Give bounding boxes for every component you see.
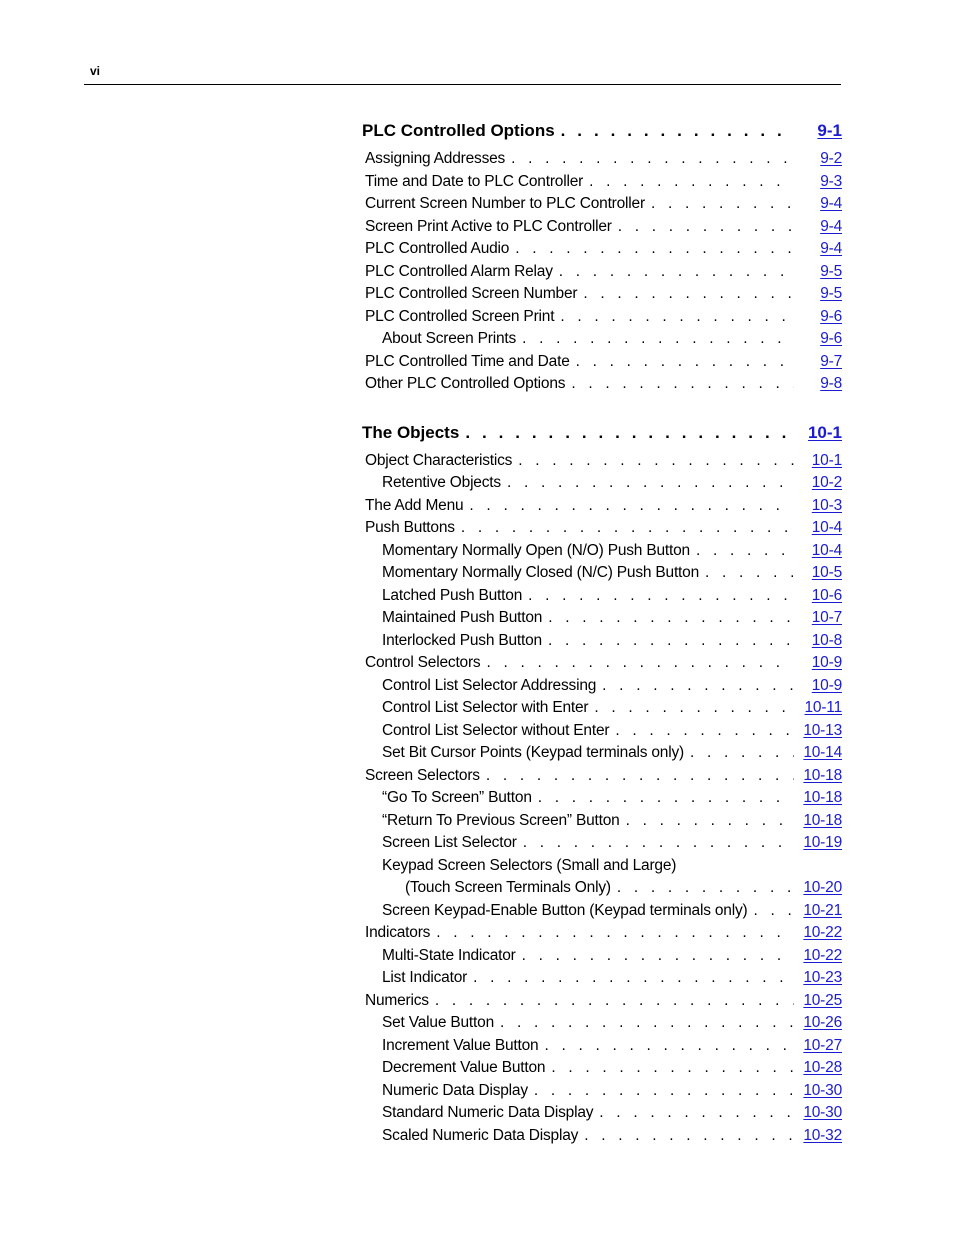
toc-entry: [362, 742, 842, 765]
toc-entry: [362, 585, 842, 608]
dot-leader: [583, 283, 794, 306]
dot-leader: [602, 675, 794, 698]
dot-leader: [696, 540, 794, 563]
toc-entry: [362, 283, 842, 306]
entry-page-link[interactable]: 9-6: [820, 330, 842, 347]
dot-leader: [518, 450, 794, 473]
toc-entry: [362, 675, 842, 698]
entry-page-link[interactable]: 10-26: [803, 1014, 842, 1031]
toc-entry: [362, 945, 842, 968]
entry-title: Push Buttons: [362, 517, 461, 540]
toc-entry: [362, 900, 842, 923]
entry-title: Momentary Normally Closed (N/C) Push Button: [362, 562, 705, 585]
dot-leader: [528, 585, 794, 608]
entry-page-link[interactable]: 10-22: [803, 924, 842, 941]
entry-title: Set Bit Cursor Points (Keypad terminals only): [362, 742, 690, 765]
dot-leader: [594, 697, 794, 720]
dot-leader: [560, 306, 794, 329]
entry-page-link[interactable]: 10-30: [803, 1104, 842, 1121]
entry-title: Momentary Normally Open (N/O) Push Button: [362, 540, 696, 563]
entry-title: Decrement Value Button: [362, 1057, 551, 1080]
entry-page-link[interactable]: 10-18: [803, 789, 842, 806]
dot-leader: [615, 720, 794, 743]
page-number: vi: [90, 64, 101, 78]
entry-page-link[interactable]: 9-4: [820, 195, 842, 212]
entry-page-link[interactable]: 10-27: [803, 1036, 842, 1054]
entry-title: “Go To Screen” Button: [362, 787, 538, 810]
dot-leader: [626, 810, 794, 833]
dot-leader: [534, 1080, 794, 1103]
entry-page-link[interactable]: 10-5: [811, 564, 842, 581]
header-rule: [84, 84, 841, 85]
toc-entry: [362, 787, 842, 810]
toc-entry: [362, 373, 842, 396]
entry-title: The Add Menu: [362, 495, 469, 518]
dot-leader: [465, 420, 794, 446]
entry-title: PLC Controlled Time and Date: [362, 351, 576, 374]
entry-title: Screen Print Active to PLC Controller: [362, 216, 618, 239]
dot-leader: [576, 351, 794, 374]
entry-title: (Touch Screen Terminals Only): [362, 877, 617, 900]
dot-leader: [522, 945, 794, 968]
dot-leader: [548, 630, 794, 653]
dot-leader: [651, 193, 794, 216]
entry-page-link[interactable]: 10-4: [811, 541, 842, 559]
dot-leader: [522, 328, 794, 351]
toc-entry: [362, 630, 842, 653]
toc-entry: [362, 261, 842, 284]
entry-page-link[interactable]: 10-18: [803, 766, 842, 784]
entry-page-link[interactable]: 10-14: [803, 744, 842, 761]
toc-entry: [362, 351, 842, 374]
dot-leader: [561, 118, 794, 144]
toc-section-heading: [362, 420, 842, 446]
section-page-link[interactable]: 9-1: [817, 121, 842, 140]
dot-leader: [544, 1035, 794, 1058]
entry-page-link[interactable]: 9-4: [820, 240, 842, 257]
dot-leader: [436, 922, 794, 945]
entry-page-link[interactable]: 10-9: [811, 654, 842, 671]
dot-leader: [551, 1057, 794, 1080]
entry-title: Latched Push Button: [362, 585, 528, 608]
entry-title: Multi-State Indicator: [362, 945, 522, 968]
toc-entry: [362, 306, 842, 329]
toc-entry: [362, 1080, 842, 1103]
toc-section-heading: [362, 118, 842, 144]
entry-page-link[interactable]: 9-7: [820, 352, 842, 370]
entry-title: Standard Numeric Data Display: [362, 1102, 599, 1125]
entry-page-link[interactable]: 10-2: [811, 474, 842, 491]
toc-entry: [362, 328, 842, 351]
entry-page-link[interactable]: 10-9: [811, 676, 842, 694]
entry-title: Retentive Objects: [362, 472, 507, 495]
entry-page-link[interactable]: 9-4: [820, 217, 842, 235]
entry-page-link[interactable]: 9-5: [820, 262, 842, 280]
entry-title: Control List Selector Addressing: [362, 675, 602, 698]
entry-title: Indicators: [362, 922, 436, 945]
toc-entry: [362, 171, 842, 194]
dot-leader: [515, 238, 794, 261]
section-title: PLC Controlled Options: [362, 118, 561, 144]
dot-leader: [753, 900, 794, 923]
entry-title: Numerics: [362, 990, 435, 1013]
toc-entry: [362, 1125, 842, 1148]
dot-leader: [511, 148, 794, 171]
toc-entry: [362, 450, 842, 473]
toc-section: [362, 420, 842, 1148]
dot-leader: [486, 652, 794, 675]
dot-leader: [599, 1102, 794, 1125]
dot-leader: [589, 171, 794, 194]
entry-title: Increment Value Button: [362, 1035, 544, 1058]
entry-title: Scaled Numeric Data Display: [362, 1125, 584, 1148]
entry-title: Keypad Screen Selectors (Small and Large): [362, 855, 682, 878]
entry-title: Control List Selector without Enter: [362, 720, 615, 743]
entry-page-link[interactable]: 10-18: [803, 811, 842, 829]
toc-section: [362, 118, 842, 396]
toc-entry: [362, 238, 842, 261]
entry-title: Current Screen Number to PLC Controller: [362, 193, 651, 216]
entry-title: Set Value Button: [362, 1012, 500, 1035]
toc-entry: [362, 697, 842, 720]
entry-page-link[interactable]: 10-28: [803, 1059, 842, 1076]
dot-leader: [469, 495, 794, 518]
toc-entry: [362, 832, 842, 855]
entry-title: PLC Controlled Screen Print: [362, 306, 560, 329]
toc-entry: [362, 472, 842, 495]
toc-entry: [362, 562, 842, 585]
toc-entry: [362, 922, 842, 945]
entry-page-link[interactable]: 10-4: [811, 519, 842, 536]
entry-title: Screen List Selector: [362, 832, 523, 855]
toc-entry: [362, 855, 842, 878]
section-title: The Objects: [362, 420, 465, 446]
entry-page-link[interactable]: 10-3: [811, 496, 842, 514]
entry-page-link[interactable]: 10-23: [803, 969, 842, 986]
dot-leader: [435, 990, 794, 1013]
dot-leader: [523, 832, 794, 855]
toc-entry: [362, 765, 842, 788]
toc-entry: [362, 1057, 842, 1080]
dot-leader: [486, 765, 794, 788]
toc-entry: [362, 148, 842, 171]
entry-title: Control Selectors: [362, 652, 486, 675]
toc-entry: [362, 216, 842, 239]
dot-leader: [571, 373, 794, 396]
dot-leader: [548, 607, 794, 630]
entry-title: Interlocked Push Button: [362, 630, 548, 653]
dot-leader: [538, 787, 794, 810]
entry-page-link[interactable]: 9-2: [820, 150, 842, 167]
entry-page-link[interactable]: 10-30: [803, 1081, 842, 1099]
entry-title: About Screen Prints: [362, 328, 522, 351]
entry-title: PLC Controlled Audio: [362, 238, 515, 261]
entry-title: Numeric Data Display: [362, 1080, 534, 1103]
entry-page-link[interactable]: 9-3: [820, 172, 842, 190]
entry-page-link[interactable]: 10-11: [804, 699, 842, 716]
dot-leader: [461, 517, 794, 540]
entry-title: Assigning Addresses: [362, 148, 511, 171]
entry-page-link[interactable]: 9-5: [820, 285, 842, 302]
toc-entry: [362, 1012, 842, 1035]
dot-leader: [559, 261, 794, 284]
toc-entry: [362, 990, 842, 1013]
dot-leader: [690, 742, 794, 765]
entry-title: PLC Controlled Alarm Relay: [362, 261, 559, 284]
entry-page-link[interactable]: 10-6: [811, 586, 842, 604]
entry-page-link[interactable]: 10-13: [803, 721, 842, 739]
section-page-link[interactable]: 10-1: [807, 422, 842, 442]
entry-title: “Return To Previous Screen” Button: [362, 810, 626, 833]
toc-entry: [362, 720, 842, 743]
dot-leader: [617, 877, 794, 900]
entry-page-link[interactable]: 10-22: [803, 946, 842, 964]
entry-page-link[interactable]: 10-21: [803, 901, 842, 919]
entry-title: Control List Selector with Enter: [362, 697, 594, 720]
entry-title: List Indicator: [362, 967, 473, 990]
toc-entry: [362, 1035, 842, 1058]
entry-title: Object Characteristics: [362, 450, 518, 473]
entry-title: Screen Keypad-Enable Button (Keypad terminals only): [362, 900, 753, 923]
dot-leader: [507, 472, 794, 495]
toc-entry: [362, 810, 842, 833]
entry-page-link[interactable]: 10-25: [803, 991, 842, 1009]
entry-title: Maintained Push Button: [362, 607, 548, 630]
dot-leader: [705, 562, 794, 585]
toc-entry: [362, 607, 842, 630]
toc-entry: [362, 877, 842, 900]
toc-entry: [362, 495, 842, 518]
toc-entry: [362, 967, 842, 990]
dot-leader: [584, 1125, 794, 1148]
dot-leader: [473, 967, 794, 990]
entry-title: Other PLC Controlled Options: [362, 373, 571, 396]
table-of-contents: [362, 118, 842, 1171]
entry-page-link[interactable]: 10-8: [811, 631, 842, 649]
entry-page-link[interactable]: 9-8: [820, 375, 842, 392]
entry-page-link[interactable]: 10-20: [803, 879, 842, 896]
entry-page-link[interactable]: 10-1: [811, 451, 842, 469]
entry-title: Time and Date to PLC Controller: [362, 171, 589, 194]
entry-title: PLC Controlled Screen Number: [362, 283, 583, 306]
dot-leader: [618, 216, 794, 239]
toc-entry: [362, 540, 842, 563]
entry-page-link[interactable]: 10-7: [811, 609, 842, 626]
toc-entry: [362, 1102, 842, 1125]
dot-leader: [500, 1012, 794, 1035]
entry-page-link[interactable]: 9-6: [820, 307, 842, 325]
entry-page-link[interactable]: 10-32: [803, 1126, 842, 1144]
toc-entry: [362, 652, 842, 675]
toc-entry: [362, 517, 842, 540]
entry-page-link[interactable]: 10-19: [803, 834, 842, 851]
entry-title: Screen Selectors: [362, 765, 486, 788]
toc-entry: [362, 193, 842, 216]
